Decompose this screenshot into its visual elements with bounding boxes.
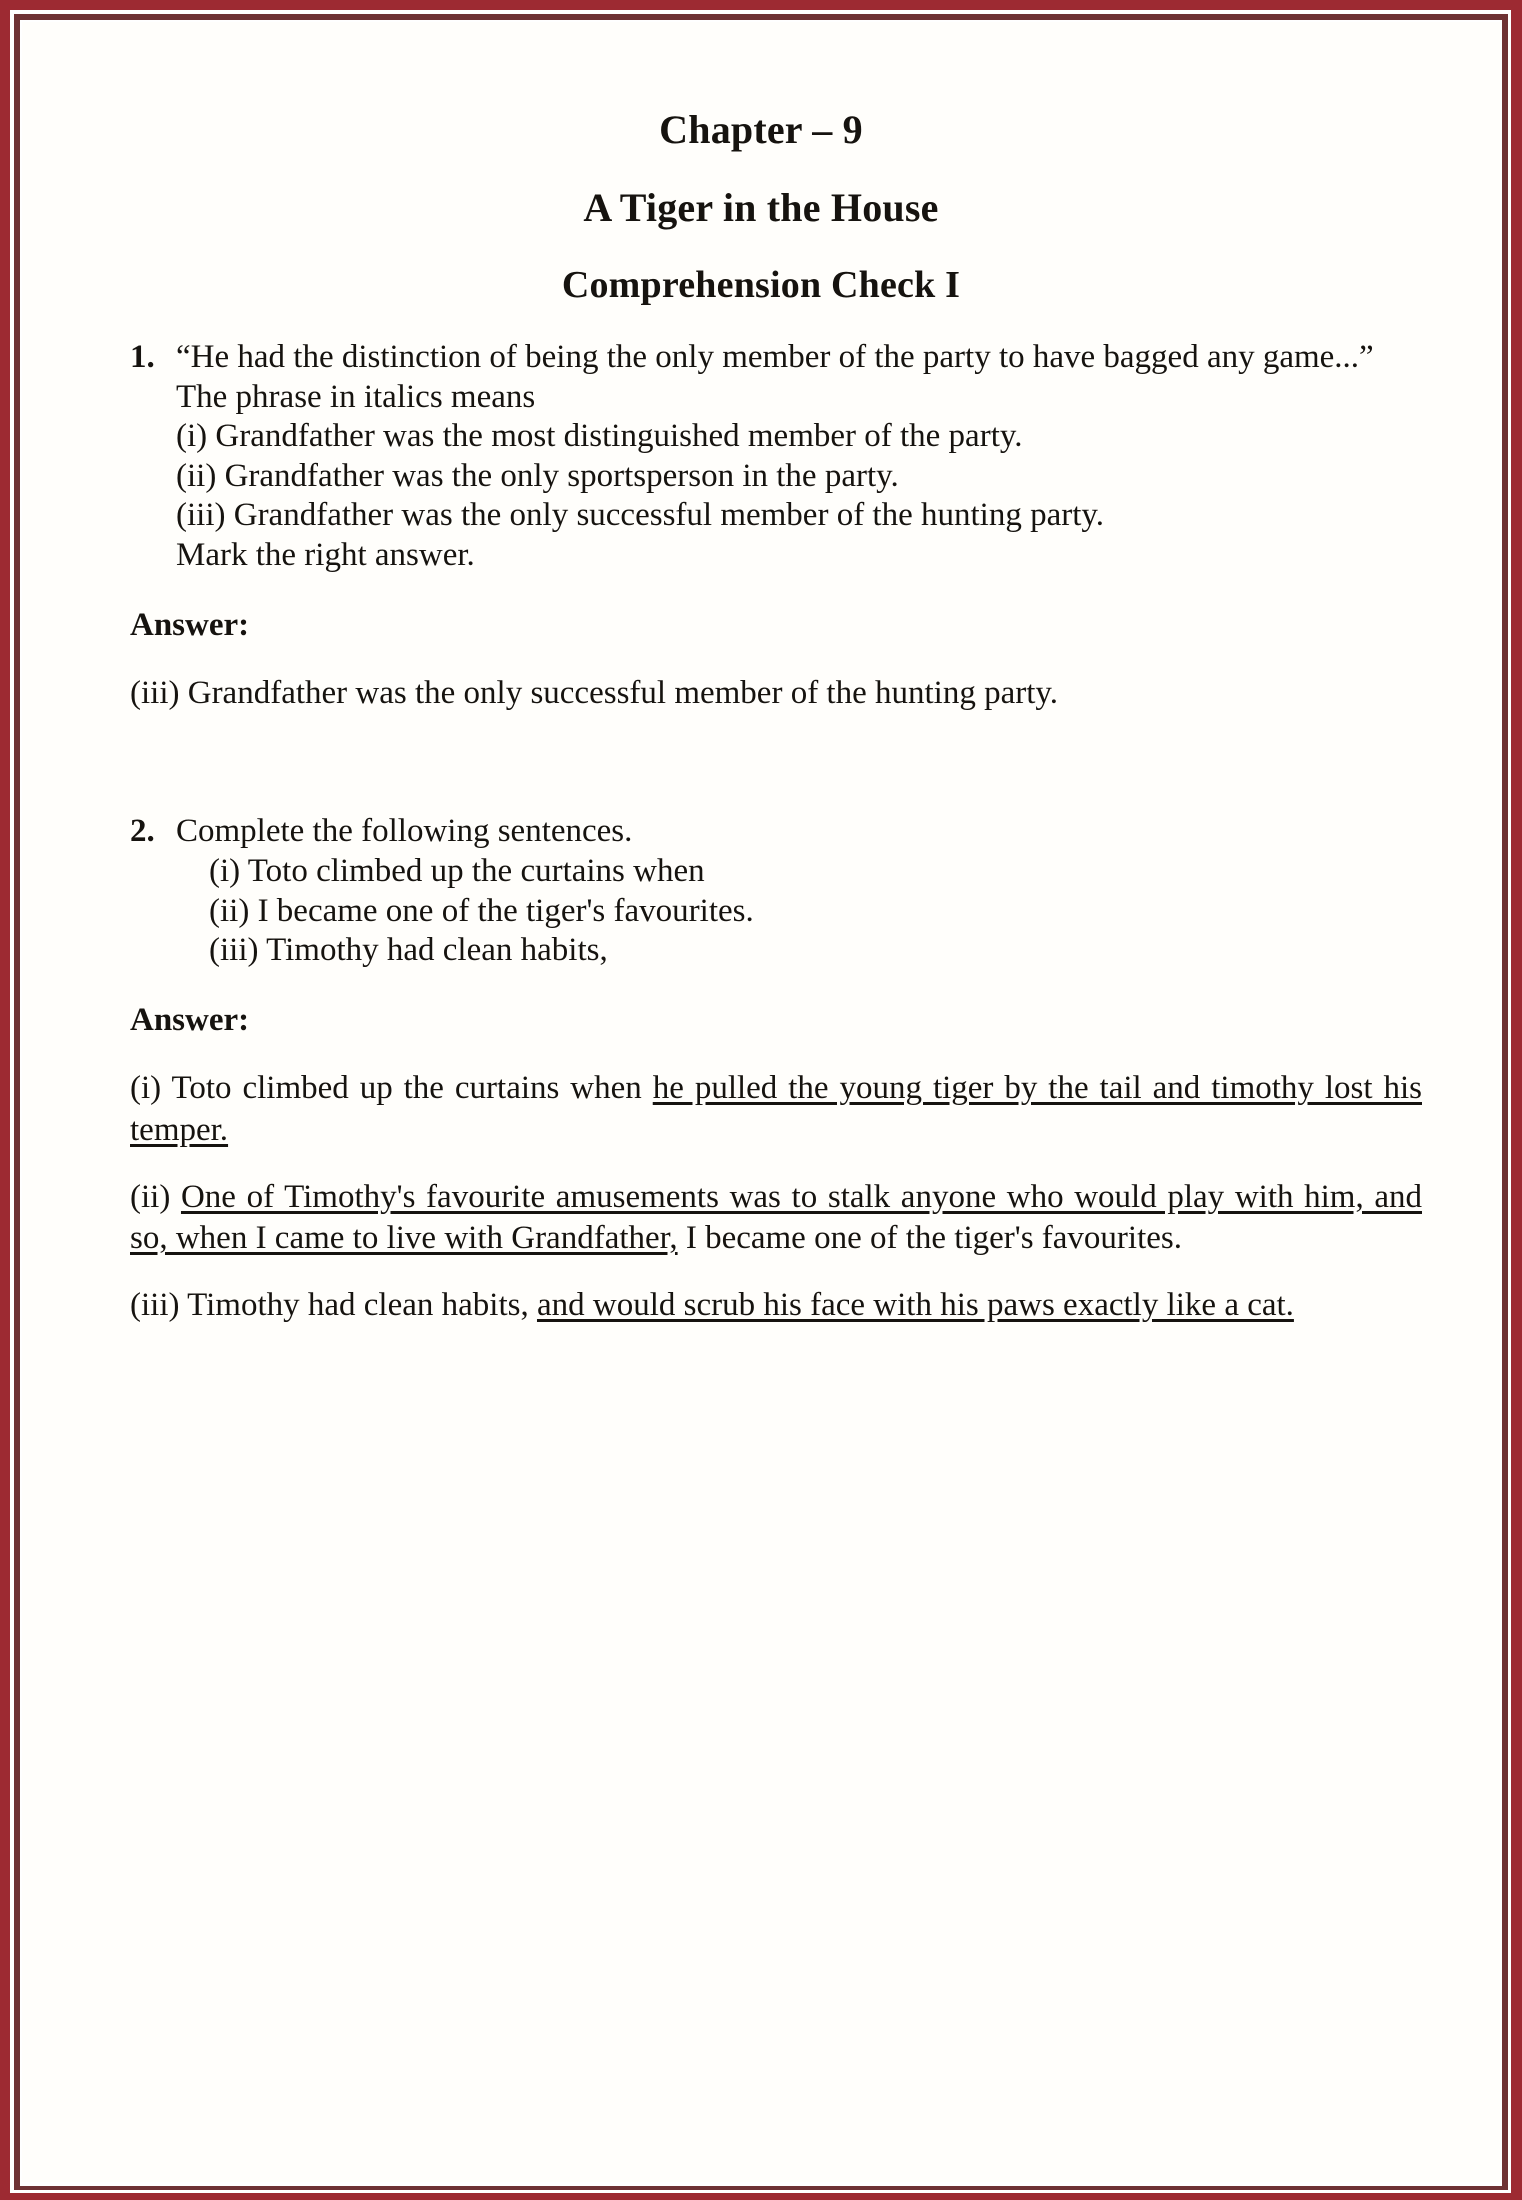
question-2-answer-ii	[130, 1177, 1422, 1260]
question-1-option-i: (i) Grandfather was the most distinguished member of the party.	[176, 418, 1023, 455]
section-spacer	[22, 714, 1500, 778]
question-1-instruction: Mark the right answer.	[176, 536, 475, 573]
question-2-option-ii: (ii) I became one of the tiger's favourites.	[209, 892, 754, 929]
answer-plain-text: (iii) Grandfather was the only successful member of the hunting party.	[130, 675, 1058, 712]
question-1-answer-label: Answer:	[130, 606, 250, 643]
answer-underlined-text: and would scrub his face with his paws exactly like a cat.	[536, 1287, 1294, 1324]
question-2-block	[130, 812, 1422, 970]
document-content	[22, 22, 1500, 1327]
question-1-line-1: “He had the distinction of being the only member of the party to have bagged any game...”	[176, 339, 1374, 375]
question-1-answer-text	[130, 673, 1422, 714]
question-1-option-ii: (ii) Grandfather was the only sportsperson in the party.	[176, 457, 899, 494]
page-sheet	[22, 22, 1500, 2182]
question-2-option-iii: (iii) Timothy had clean habits,	[209, 932, 608, 969]
answer-plain-text: (ii)	[130, 1178, 181, 1215]
answer-underlined-text: he pulled the young tiger by the tail and timothy lost his temper.	[130, 1070, 1422, 1148]
question-1-block	[130, 338, 1422, 576]
answer-plain-text: (i) Toto climbed up the curtains when	[130, 1070, 653, 1107]
question-2-answer-label: Answer:	[130, 1001, 250, 1038]
question-1-line-2: The phrase in italics means	[176, 378, 536, 415]
question-1-number: 1.	[130, 339, 155, 375]
answer-plain-text: (iii) Timothy had clean habits,	[130, 1287, 537, 1324]
lesson-title-heading: A Tiger in the House	[583, 185, 939, 230]
question-1-option-iii: (iii) Grandfather was the only successful member of the hunting party.	[176, 497, 1104, 534]
section-heading: Comprehension Check I	[561, 264, 961, 306]
question-2-line-1: Complete the following sentences.	[176, 813, 633, 850]
chapter-heading: Chapter – 9	[659, 107, 863, 152]
question-2-option-i: (i) Toto climbed up the curtains when	[209, 853, 705, 889]
question-2-number: 2.	[130, 813, 155, 850]
question-2-answer-i	[130, 1068, 1422, 1151]
question-2-answer-iii	[130, 1285, 1422, 1326]
answer-underlined-text: One of Timothy's favourite amusements was to stalk anyone who would play with him, and so, when I came to live with Grandfather,	[130, 1178, 1422, 1257]
answer-tail-text: I became one of the tiger's favourites.	[677, 1220, 1182, 1257]
